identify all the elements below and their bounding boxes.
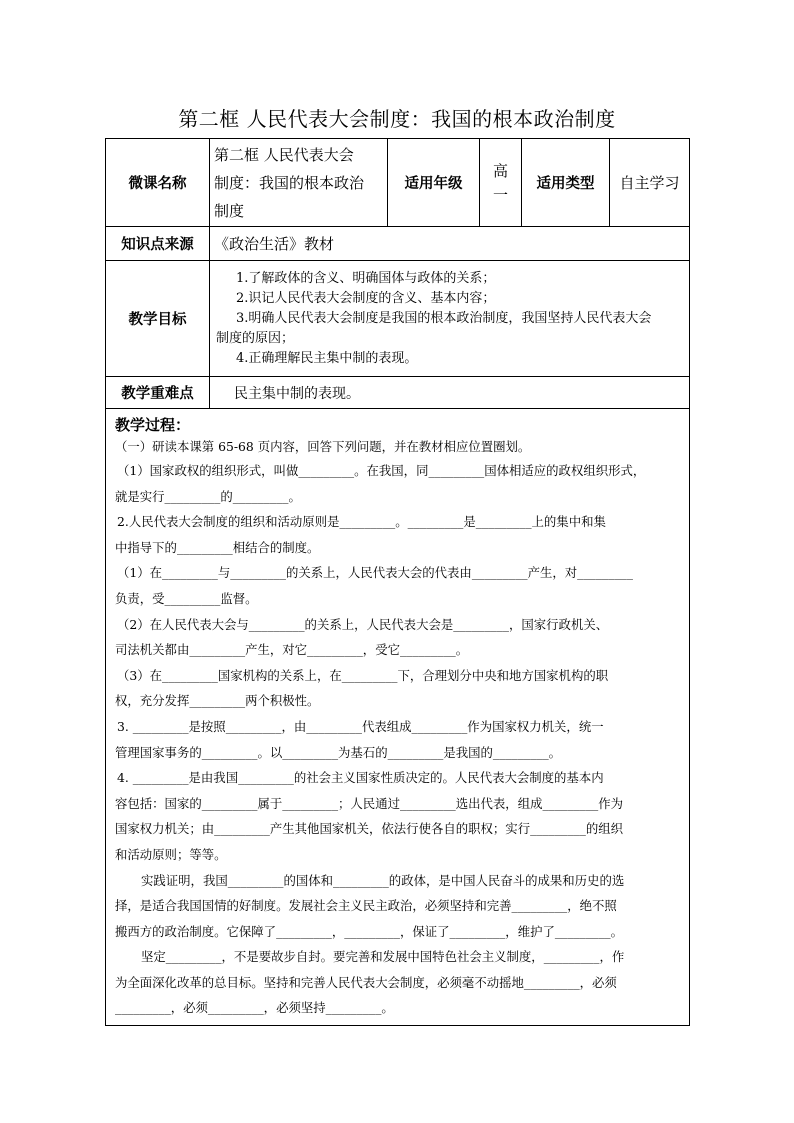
process-line: 司法机关都由_________产生，对它_________，受它_________。	[115, 642, 469, 658]
course-name-line: 制度：我国的根本政治	[214, 173, 365, 192]
process-line: 负责，受_________监督。	[115, 590, 258, 606]
source-label: 知识点来源	[106, 227, 210, 261]
process-line: 和活动原则；等等。	[115, 846, 227, 862]
goal-item: 4.正确理解民主集中制的表现。	[236, 350, 418, 366]
course-name-value	[210, 139, 388, 227]
key-point-label: 教学重难点	[106, 377, 210, 409]
process-line: 3. _________是按照_________，由_________代表组成_________作为国家权力机关，统一	[117, 718, 604, 734]
process-line: 4. _________是由我国_________的社会主义国家性质决定的。人民代表大会制度的基本内	[117, 770, 604, 786]
grade-line: 一	[492, 185, 508, 204]
lesson-plan-table	[105, 138, 690, 1026]
goals-value	[210, 261, 690, 377]
grade-value	[480, 139, 522, 227]
process-line: 实践证明，我国_________的国体和_________的政体，是中国人民奋斗的成果和历史的选	[141, 872, 625, 888]
process-line: 为全面深化改革的总目标。坚持和完善人民代表大会制度，必须毫不动摇地_________，必须	[115, 974, 617, 990]
process-line: （1）国家政权的组织形式，叫做_________。在我国，同_________国体相适应的政权组织形式，	[117, 463, 646, 478]
process-line: （一）研读本课第 65-68 页内容，回答下列问题，并在教材相应位置圈划。	[115, 439, 531, 454]
process-row	[106, 409, 690, 1026]
goal-item: 1.了解政体的含义、明确国体与政体的关系；	[236, 270, 496, 286]
process-line: （2）在人民代表大会与_________的关系上，人民代表大会是_________，国家行政机关、	[117, 616, 609, 632]
process-line: 管理国家事务的_________。以_________为基石的_________是我国的_________。	[115, 744, 562, 760]
goals-row	[106, 261, 690, 377]
process-line: 国家权力机关；由_________产生其他国家机关，依法行使各自的职权；实行_________的组织	[115, 821, 624, 837]
grade-line: 高	[492, 161, 508, 180]
process-line: _________，必须_________，必须坚持_________。	[115, 1000, 394, 1016]
process-line: 择，是适合我国国情的好制度。发展社会主义民主政治，必须坚持和完善_________，绝不照	[115, 898, 617, 914]
process-cell	[106, 409, 690, 1026]
type-label: 适用类型	[522, 139, 610, 227]
process-line: 2.人民代表大会制度的组织和活动原则是_________。_________是_________上的集中和集	[117, 514, 606, 530]
process-line: 坚定_________，不是要故步自封。要完善和发展中国特色社会主义制度，_________，作	[141, 949, 625, 965]
goals-label: 教学目标	[106, 261, 210, 377]
course-name-line: 制度	[214, 201, 245, 220]
source-value: 《政治生活》教材	[210, 227, 690, 261]
process-line: 权，充分发挥_________两个积极性。	[115, 693, 320, 709]
key-point-value: 民主集中制的表现。	[210, 377, 690, 409]
type-value: 自主学习	[610, 139, 690, 227]
goal-item: 制度的原因；	[216, 330, 295, 346]
course-name-line: 第二框 人民代表大会	[214, 145, 354, 164]
process-line: 就是实行_________的_________。	[115, 488, 301, 504]
source-row	[106, 227, 690, 261]
course-name-label: 微课名称	[106, 139, 210, 227]
goal-item: 3.明确人民代表大会制度是我国的根本政治制度，我国坚持人民代表大会	[236, 310, 652, 326]
process-line: （3）在_________国家机构的关系上，在_________下，合理划分中央和地方国家机构的职	[117, 667, 609, 683]
grade-label: 适用年级	[388, 139, 480, 227]
key-point-row	[106, 377, 690, 409]
process-line: 容包括：国家的_________属于_________；人民通过_________选出代表，组成_________作为	[115, 795, 624, 811]
process-line: 搬西方的政治制度。它保障了_________，_________，保证了_________，维护了_________。	[115, 923, 624, 939]
process-line: 中指导下的_________相结合的制度。	[115, 539, 320, 555]
process-line: （1）在_________与_________的关系上，人民代表大会的代表由_________产生，对_________	[117, 565, 633, 581]
document-title: 第二框 人民代表大会制度：我国的根本政治制度	[178, 107, 616, 131]
course-info-row	[106, 139, 690, 227]
goal-item: 2.识记人民代表大会制度的含义、基本内容；	[236, 290, 496, 306]
process-heading: 教学过程：	[115, 416, 191, 434]
